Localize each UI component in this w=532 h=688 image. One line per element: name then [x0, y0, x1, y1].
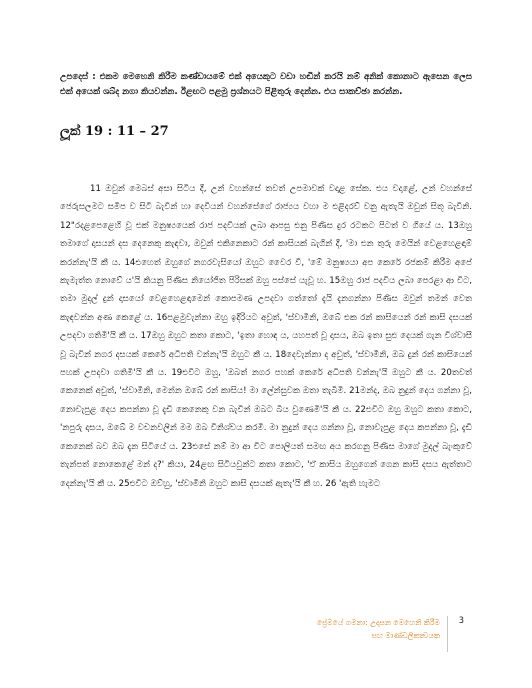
- scripture-reference-heading: ලූක් 19 : 11 – 27: [60, 124, 169, 139]
- footer-title: [317, 616, 440, 642]
- instruction-paragraph: උපදෙස් : එකම මෙහෙනි කිරීම කණ්ඩායමේ එක් අයෙකුට වඩා හඬින් කරයි නම් අනික් කොනාට ඇසෙන ලෙස එක් අයෙක් ශබ්ද නගා කියවන්න. ඊළඟට පළමු ප්‍රශ්නයට පිළිතුරු දෙන්න. එය සාකච්ඡා කරන්න.: [60, 72, 472, 97]
- page-number: 3: [458, 616, 464, 626]
- scripture-paragraph: 11 ඔවුන් මෙබස් අසා සිටිය දී, උන් වහන්සේ තවත් උපමාවක් වදාළ සේක. එය වදාළේ, උන් වහන්සේ ජෙරුසලමට සමීප ව සිටි බැවින් හා දෙවියන් වහන්සේගේ රාජ්‍යය වහා ම එළිදරව් වනු ඇතැයි ඔවුන් සිතූ බැවිනි. 12"රදළපෙළෙහි වූ එක් මනුෂ්‍යයෙක් රාජ පදවියක් ලබා ආපසු එනු පිණිස දුර රටකට පිටත් ව ගියේ ය. 13ඔහු තමාගේ දාසයන් දස දෙනෙකු කැඳවා, ඔවුන් එකිනෙකාට රන් කාසියක් බැගින් දී, 'මා එන තුරු මෙයින් වෙළහෙළඳාම් කරන්නැ'යි කී ය. 14එහෙත් ඔහුගේ නගරවැසියෝ ඔහුට වෛර වී, 'මේ මනුෂ්‍යයා අප කෙරේ රජකම් කිරීම අපේ කැමැත්ත නොවේ ය'යි කියනු පිණිස නියෝජිත පිරිසක් ඔහු පස්සේ යැවූ හ. 15ඔහු රාජ පදවිය ලබා පෙරළා ආ විට, තමා මුදල් දුන් දාසයෝ වෙළහෙළඳාමෙන් කොපමණ උපදවා ගත්තෝ දැයි දැනගන්නා පිණිස ඔවුන් තමන් වෙත කැඳවන්න අණ කෙළේ ය. 16පළමුවැන්නා ඔහු ඉදිරියට අවුත්, 'ස්වාමීනි, ඔබේ එක රන් කාසියෙන් රන් කාසි දසයක් උපදවා ගතිමි'යි කී ය. 17ඔහු ඔහුට කතා කොට, 'ඉතා හොඳ ය, යහපත් වූ දාසය, ඔබ ඉතා සුළු දෙයක් ගැන විශ්වාසී වූ බැවින් නගර දසයක් කෙරේ අධිපති වන්නැ'යි ඔහුට කී ය. 18දෙවැන්නා ද අවුත්, 'ස්වාමීනි, ඔබ දුන් රන් කාසියෙන් පහක් උපදවා ගතිමි'යි කී ය. 19එවිට ඔහු, 'ඔබත් නගර පහක් කෙරේ අධිපති වන්නැ'යි ඔහුට කී ය. 20තවත් කෙනෙක් අවුත්, 'ස්වාමීනි, මෙන්න ඔබේ රන් කාසිය! මා ලේන්සුවක ඔතා තැබීමි. 21මන්ද, ඔබ නුදුන් දෙය ගන්නා වූ, නොවැපුළ දෙය කපන්නා වූ දැඩි කෙනෙකු වන බැවින් ඔබට බිය වුණෙමි'යි කී ය. 22එවිට ඔහු ඔහුට කතා කොට, 'නපුරු දාසය, ඔබේ ම වචනවලින් මම ඔබ විනිශ්චය කරමි. මා නුදුන් දෙය ගන්නා වූ, නොවැපුළ දෙය කපන්නා වූ, දැඩි කෙනෙක් බව ඔබ දැන සිටියේ ය. 23එසේ නම් මා ආ විට පොලියත් සමඟ අය කරගනු පිණිස මාගේ මුදල් බැංකුවේ තැන්පත් නොකෙළේ මන් ද?' කියා, 24ළඟ සිටියවුන්ට කතා කොට, 'ඒ කාසිය ඔහුගෙන් ගෙන කාසි දසය ඇත්තාට දෙන්නැ'යි කී ය. 25එවිට ඔව්හු, 'ස්වාමීනි ඔහුට කාසි දසයක් ඇතැ'යි කී හ. 26 'ඇති හැමට: [60, 184, 472, 489]
- footer-line-2: සහ මාණ්ඩලිකත්‍වයක: [371, 631, 440, 640]
- scripture-passage: [60, 180, 472, 493]
- page-footer: [268, 616, 478, 656]
- footer-divider: [447, 616, 448, 652]
- footer-line-1: ප්‍රේමයේ ගමනා: උදාසන මෙහෙනි කිරීම: [316, 618, 440, 627]
